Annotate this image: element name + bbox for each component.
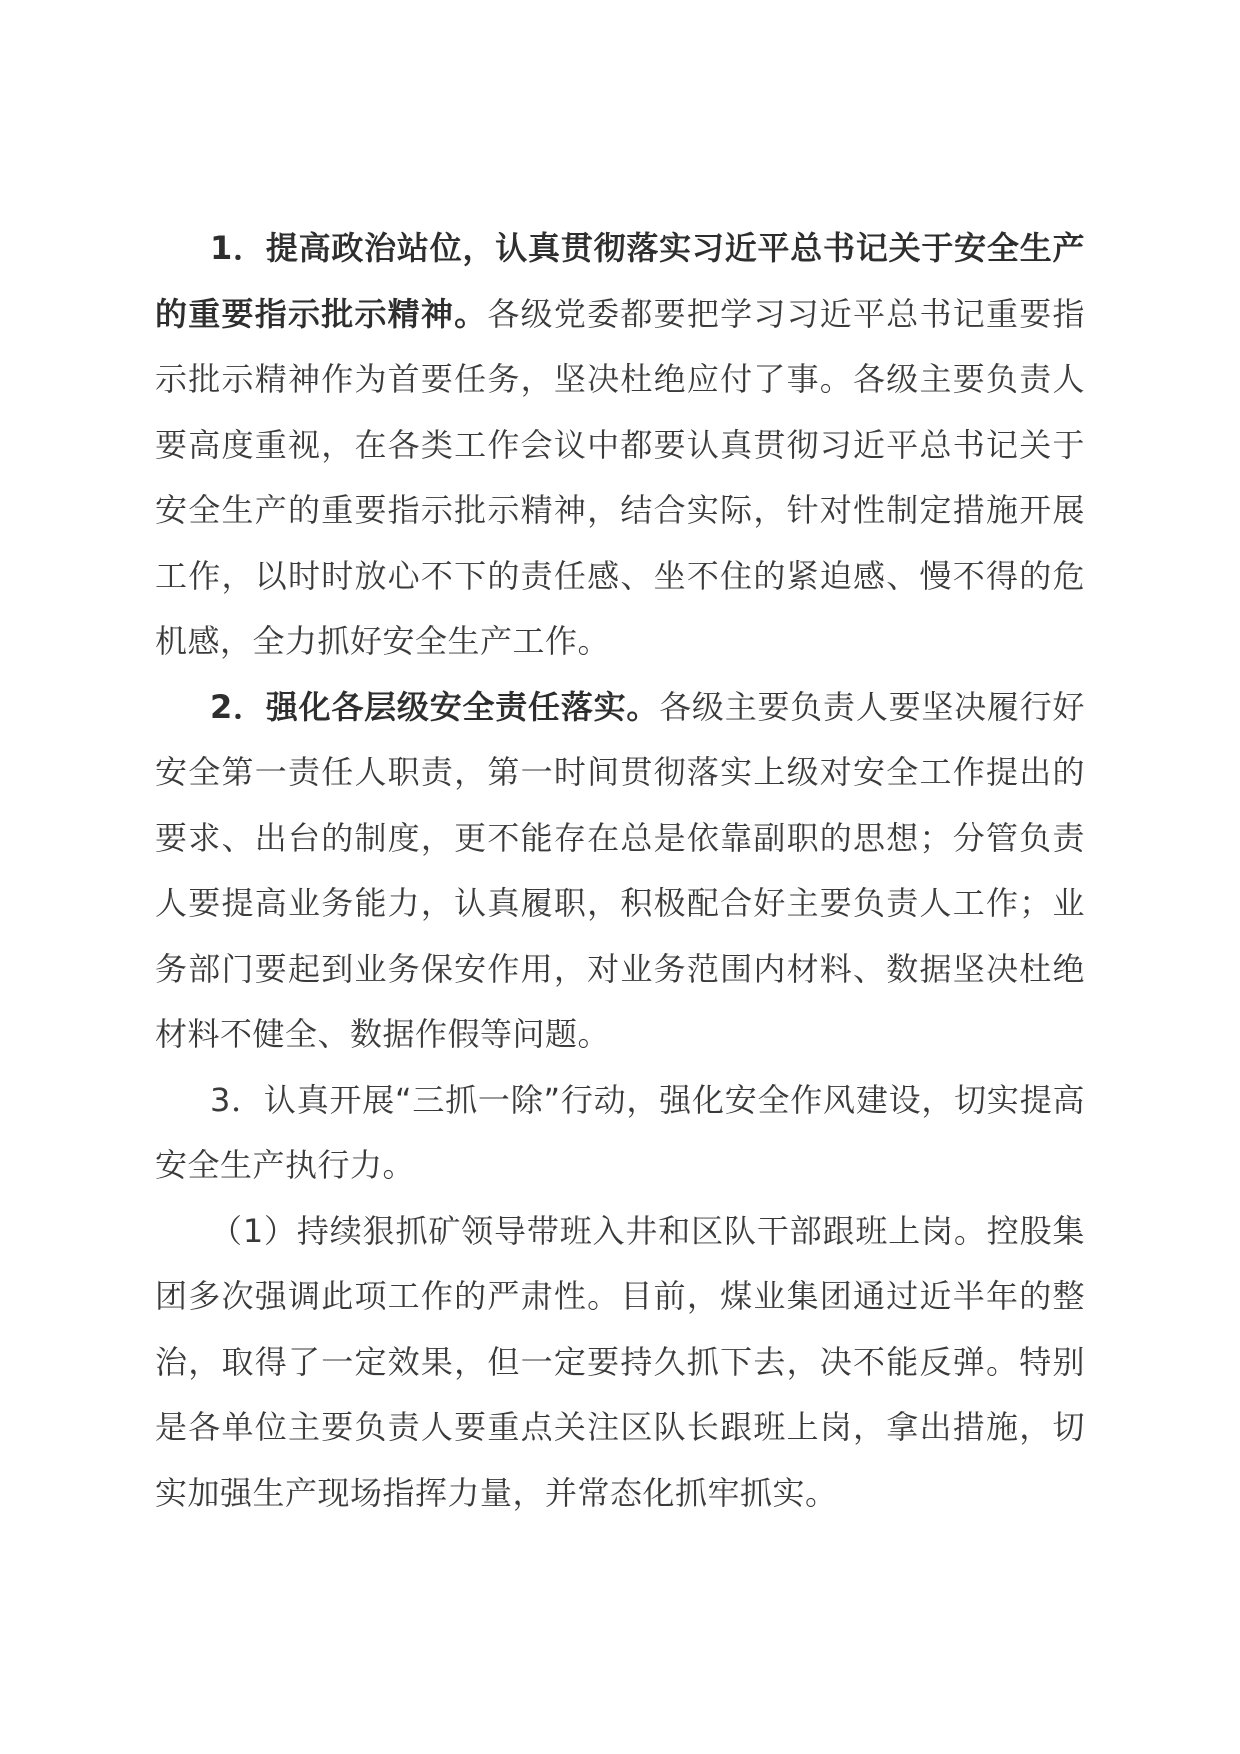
document-body	[155, 216, 1085, 1526]
paragraph-3-text: 3．认真开展“三抓一除”行动，强化安全作风建设，切实提高安全生产执行力。	[155, 1080, 1085, 1184]
paragraph-4	[155, 1199, 1085, 1527]
paragraph-2-heading: 2．强化各层级安全责任落实。	[210, 687, 660, 726]
paragraph-2-text: 各级主要负责人要坚决履行好安全第一责任人职责，第一时间贯彻落实上级对安全工作提出的要求、出台的制度，更不能存在总是依靠副职的思想；分管负责人要提高业务能力，认真履职，积极配合好主要负责人工作；业务部门要起到业务保安作用，对业务范围内材料、数据坚决杜绝材料不健全、数据作假等问题。	[155, 687, 1085, 1053]
paragraph-4-text: （1）持续狠抓矿领导带班入井和区队干部跟班上岗。控股集团多次强调此项工作的严肃性。目前，煤业集团通过近半年的整治，取得了一定效果，但一定要持久抓下去，决不能反弹。特别是各单位主要负责人要重点关注区队长跟班上岗，拿出措施，切实加强生产现场指挥力量，并常态化抓牢抓实。	[155, 1211, 1085, 1512]
paragraph-1-text: 各级党委都要把学习习近平总书记重要指示批示精神作为首要任务，坚决杜绝应付了事。各级主要负责人要高度重视，在各类工作会议中都要认真贯彻习近平总书记关于安全生产的重要指示批示精神，结合实际，针对性制定措施开展工作，以时时放心不下的责任感、坐不住的紧迫感、慢不得的危机感，全力抓好安全生产工作。	[155, 294, 1085, 660]
paragraph-1	[155, 216, 1085, 675]
paragraph-1-heading: 1．提高政治站位，认真贯彻落实习近平总书记关于安全生产的重要指示批示精神。	[155, 229, 1085, 333]
paragraph-2	[155, 675, 1085, 1068]
paragraph-3	[155, 1068, 1085, 1199]
